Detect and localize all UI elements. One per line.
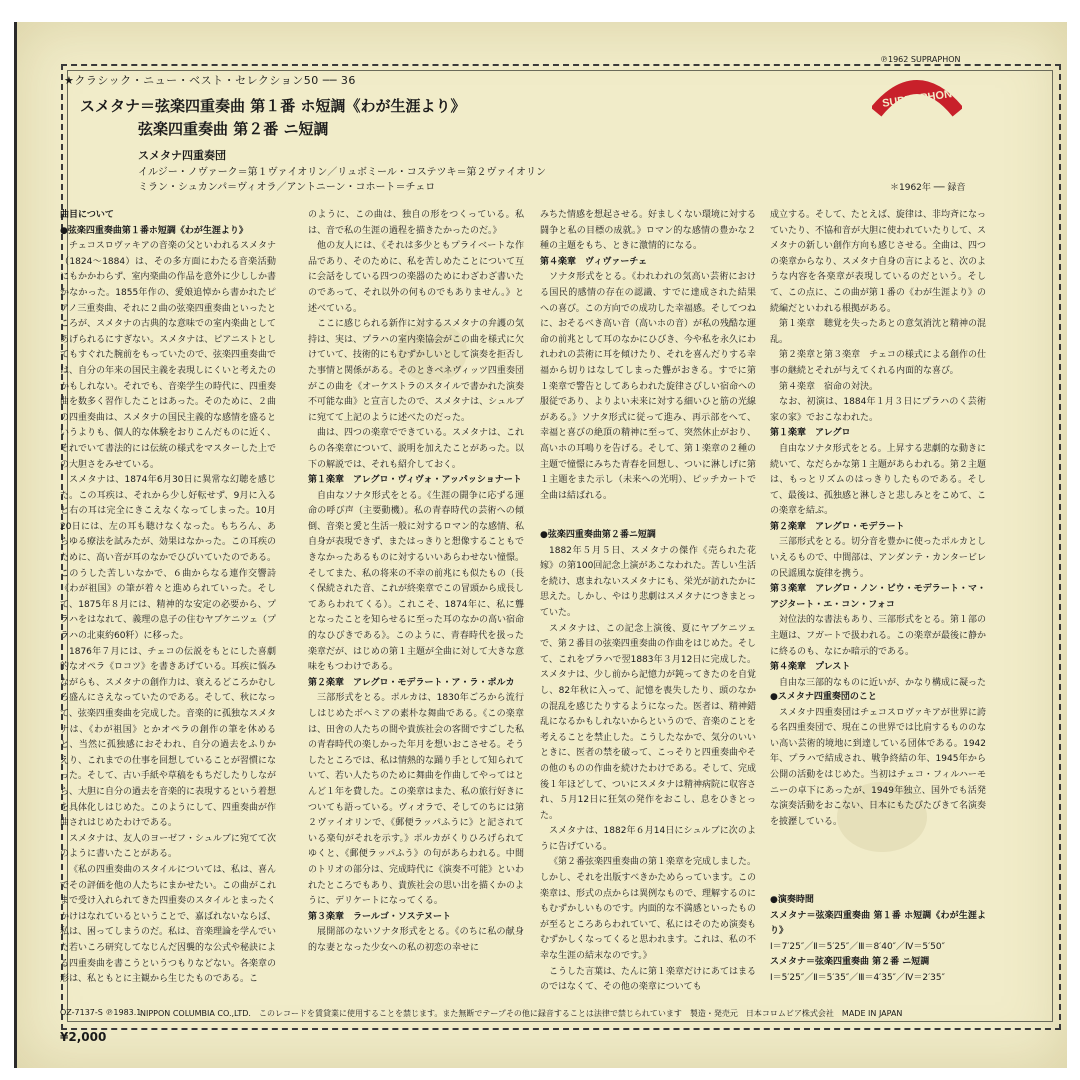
timing-values: Ⅰ＝5′25″／Ⅱ＝5′35″／Ⅲ＝4′35″／Ⅳ＝2′35″ [770, 972, 945, 983]
paragraph: 1882年５月５日、スメタナの傑作《売られた花嫁》の第100回記念上演があこなわれた。苦しい生活を続け、恵まれないスメタナにも、栄光が訪れたかに思えた。しかし、やはり悲劇はスメタナにつきまとっていた。 [540, 545, 756, 618]
paragraph: 《第２番弦楽四重奏曲の第１楽章を完成しました。しかし、それを出版すべきかためらっています。この楽章は、形式の点からは異例なもので、理解するのにもむずかしいものです。内面的な不満感といったものが至るところあらわれていて、私にはそのため演奏もむずかしくなってくると思われます。これは、私の不幸な生涯の結末なのです。》 [540, 857, 756, 962]
movement-heading: 第１楽章 アレグロ・ヴィヴォ・アッパッショナート [308, 475, 522, 486]
paragraph: スメタナは、1882年６月14日にシュルブに次のように告げている。 [540, 826, 756, 852]
paragraph: 三部形式をとる。切分音を豊かに使ったポルカとしいえるもので、中間部は、アンダンテ・カンタービレの民謡風な旋律を携う。 [770, 537, 986, 579]
paragraph: 《私の四重奏曲のスタイルについては、私は、喜んでその評価を他の人たちにまかせたい。この曲がこれまで受け入れられてきた四重奏のスタイルとまったくかけはなれているということで、嘉ばれないならば、私は、困ってしまうのだ。私は、音楽理論を学んでいた若いころ研究してなじんだ因襲的な公式や秘訣による四重奏曲を書こうというつもりなどない。各楽章の形は、私ともとに主観から生じたものである。こ [60, 864, 276, 985]
ensemble-name: スメタナ四重奏団 [138, 149, 226, 162]
album-title-line1: スメタナ＝弦楽四重奏曲 第１番 ホ短調《わが生涯より》 [80, 97, 466, 115]
movement-heading: 第１楽章 アレグロ [770, 428, 851, 439]
paragraph: みちた情感を想起させる。好ましくない環境に対する闘争と私の目標の成就。》ロマン的な感情の豊かな２種の主題をもち、ときに激情的になる。 [540, 210, 756, 252]
work-heading: ●弦楽四重奏曲第２番ニ短調 [540, 530, 656, 540]
timing-work-title: スメタナ＝弦楽四重奏曲 第２番 ニ短調 [770, 957, 930, 968]
timing-values: Ⅰ＝7′25″／Ⅱ＝5′25″／Ⅲ＝8′40″／Ⅳ＝5′50″ [770, 941, 945, 952]
paragraph: こうした言葉は、たんに第１楽章だけにあてはまるのではなくて、その他の楽章についても [540, 966, 756, 993]
paragraph: 展開部のないソナタ形式をとる。《のちに私の献身的な妻となった少女への私の初恋の幸せに [308, 927, 524, 953]
paragraph: 自由なソナタ形式をとる。上昇する悲劇的な動きに続いて、なだらかな第１主題があらわれる。第２主題は、もっとリズムのはっきりしたものである。そして、最後は、孤独感と淋しさと悲しみとをこめて、この楽章を結ぶ。 [770, 443, 986, 517]
members-line2: ミラン・シュカンパ＝ヴィオラ／アントニーン・コホート＝チェロ [138, 182, 436, 193]
paragraph: スメタナは、1874年6月30日に異常な幻聴を感じた。この耳疾は、それから少し好転せず、9月に入ると右の耳は完全にきこえなくなってしまった。10月20日には、左の耳も聴けなくなった。もちろん、あらゆる療法を試みたが、効果はなかった。この耳疾のために、高い音が耳のなかでひびいていたのである。このうした苦しいなかで、６曲からなる連作交響詩《わが祖国》の筆が着々と進められていった。そして、1875年８月には、精神的な安定の必要から、プラハをはなれて、義理の息子の住むヤブケニツェ（プラハの北東約60粁）に移った。 [60, 475, 276, 642]
paragraph: チェコスロヴァキアの音楽の父といわれるスメタナ（1824〜1884）は、その多方面にわたる音楽活動にもかかわらず、室内楽曲の作品を意外に少ししか書かなかった。1855年作の、愛娘追悼から書かれたピアノ三重奏曲、それに２曲の弦楽四重奏曲といったところが、スメタナの古典的な意味での室内楽曲としてあげられるにすぎない。スメタナは、ピアニストとしてもすぐれた腕前をもっていたので、弦楽四重奏曲では、自分の年来の国民主義を表現しにくいと考えたのかもしれない。それでも、音楽学生の時代に、四重奏曲を数多く習作したことはあった。そのために、２曲の四重奏曲は、スメタナの国民主義的な感情を盛るというよりも、個人的な体験をおりこんだものに近く、それでいて書法的には伝統の様式をマスターした上での大胆さをみせている。 [60, 241, 276, 470]
movement-heading: 第４楽章 プレスト [770, 662, 851, 673]
supraphon-logo-mark [872, 68, 962, 120]
members-list [138, 165, 546, 195]
paragraph: スメタナ四重奏団はチェコスロヴァキアが世界に誇る名四重奏団で、現在この世界では比肩するもののない高い芸術的境地に到達している団体である。1942年、プラハで結成され、戦争終結の年、1945年から公開の活動をはじめた。当初はチェコ・フィルハーモニーの卓下にあったが、1949年独立、国外でも活発な演奏活動をおこない、日本にもたびたびきて名演奏を披瀝している。 [770, 707, 986, 827]
section-heading: ●演奏時間 [770, 895, 814, 905]
paragraph: ソナタ形式をとる。《われわれの気高い芸術における国民的感情の存在の認識、すでに達成された結果への喜び。この方向での成功した幸福感。そしてつねに、おそるべき高い音（高いホの音）が私の残酷な運命の前兆として耳のなかにひびき、今や私を永久にわれわれの芸術に耳を傾けたり、それを喜んだりする幸福から切りはなしてしまった聾がおきる。すでに第１楽章で警告としてあらわれた旋律さびしい宿命への服従であり、よりよい未来に対する細いひと筋の光線がある。》ソナタ形式に従って進み、再示部をへて、幸福と喜びの絶頂の精神に至って、突然休止がおり、高いホの耳鳴りを告げる。そして、第１楽章の２種の主題で憧憬にみちた青春を回想し、ついに淋しげに第１主題をまた示し（未来への光明）、ピッチカートで全曲は結ばれる。 [540, 272, 756, 501]
timings-block [770, 893, 986, 993]
album-title-line2: 弦楽四重奏曲 第２番 ニ短調 [138, 120, 329, 138]
liner-notes-column-4a [770, 208, 986, 688]
work-heading: ●弦楽四重奏曲第１番ホ短調《わが生涯より》 [60, 225, 248, 236]
movement-heading: 第４楽章 ヴィヴァーチェ [540, 256, 648, 267]
paragraph: 第１楽章 聴覚を失ったあとの意気消沈と精神の混乱。 [770, 319, 986, 345]
paragraph: 対位法的な書法もあり、三部形式をとる。第１部の主題は、フガートで扱われる。この楽章が最後に静かに終るのも、なにか暗示的である。 [770, 615, 986, 657]
section-heading: ●スメタナ四重奏団のこと [770, 692, 877, 702]
liner-notes-column-3b [540, 528, 756, 1028]
movement-heading: 第２楽章 アレグロ・モデラート [770, 521, 905, 532]
paragraph: のように、この曲は、独自の形をつくっている。私は、音で私の生涯の過程を描きたかったのだ。》 [308, 210, 524, 236]
paragraph: 他の友人には、《それは多少ともプライベートな作品であり、そのために、私を苦しめたことについて互に会話をしている四つの楽器のためにわざわざ書いたのであって、それ以外の何ものでもありません。》と述べている。 [308, 241, 524, 314]
recording-year: ＊1962年 ── 録音 [890, 183, 966, 193]
section-heading: 曲目について [60, 210, 114, 220]
liner-notes-column-2 [308, 208, 524, 1028]
members-line1: イルジー・ノヴァーク＝第１ヴァイオリン／リュボミール・コステツキ＝第２ヴァイオリン [138, 167, 547, 178]
paragraph: ここに感じられる新作に対するスメタナの弁護の気持は、実は、プラハの室内楽協会がこの曲を様式に欠けていて、技術的にもむずかしいとして演奏を拒否した事情と関係がある。そのときベネヴィッツ四重奏団がこの曲を《オーケストラのスタイルで書かれた演奏不可能な曲》と宣言したので、スメタナは、シュルブに宛てて上記のように述べたのだった。 [308, 319, 524, 423]
price-label: ¥2,000 [60, 1030, 107, 1044]
paragraph: スメタナは、この記念上演後、夏にヤブケニツェで、第２番目の弦楽四重奏曲の作曲をはじめた。そして、これをプラハで翌1883年３月12日に完成した。スメタナは、少し前から記憶力が鈍ってきたのを自覚し、82年秋に入って、記憶を喪失したり、頭のなかの混乱を感じたりするようになった。医者は、精神錯乱になるかもしれないからというので、音楽のことを考えることを禁止した。こうしたなかで、気分のいいときに、医者の禁を破って、こっそりと四重奏曲やその他のものの作曲を続けたわけである。そして、完成後１年ほどして、ついにスメタナは精神病院に収容され、５月12日に狂気の発作をおこし、息をひきとった。 [540, 623, 756, 821]
paragraph: 第４楽章 宿命の対決。 [779, 381, 879, 392]
liner-notes-column-1 [60, 208, 276, 1028]
movement-heading: 第３楽章 ラールゴ・ソステヌート [308, 911, 452, 922]
copyright-notice: ℗1962 SUPRAPHON [880, 55, 961, 64]
paragraph: 三部形式をとる。ポルカは、1830年ごろから流行しはじめたボヘミアの素朴な舞曲である。《この楽章は、田舎の人たちの間や貴族社会の客間ですごした私の青春時代の楽しかった年月を想いおこさせる。そうしたところでは、私は情熱的な踊り手として知られていて、若い人たちのために舞曲を作曲してやってはとんど１年を費した。この楽章はまた、私の旅行好きについても語っている。ヴィオラで、そしてのちには第２ヴァイオリンで、《郵便ラッパふうに》と記されている楽句がそれを示す。》ポルカがくりひろげられてゆくと、《郵便ラッパふう》の句があらわれる。中間のトリオの部分は、完成時代に《演奏不可能》といわれたところでもあり、貴族社会の思い出を描くかのように、デリケートになってくる。 [308, 693, 524, 907]
logo-text: SUPRAPHON [881, 88, 953, 110]
paragraph: 曲は、四つの楽章でできている。スメタナは、これらの各楽章について、説明を加えたことがあった。以下の解説では、それも紹介しておく。 [308, 428, 524, 470]
ensemble-notes [770, 690, 986, 860]
movement-heading: 第３楽章 アレグロ・ノン・ピウ・モデラート・マ・アジタート・エ・コン・フォコ [770, 584, 986, 610]
paragraph: 自由な三部的なものに近いが、かなり構成に凝った [779, 677, 986, 688]
series-label: ★クラシック・ニュー・ベスト・セレクション50 ── 36 [64, 74, 356, 87]
catalog-code: OZ-7137-S ℗1983.1 [60, 1008, 142, 1017]
paragraph: 1876年７月には、チェコの伝説をもとにした喜劇的なオペラ《ロコツ》を書きあげている。耳疾に悩みながらも、スメタナの創作力は、衰えるどころかむしろ盛んにさえなっていたのである。そして、秋になって、弦楽四重奏曲を完成した。音楽的に孤独なスメタナは、《わが祖国》とかオペラの創作の筆を休めると、当然に孤独感におそわれ、自分の過去をふりかえり、これまでの仕事を回想していることが習慣になった。そして、古い手紙や草稿をもちだしたりしながら、大胆に自分の過去を音楽的に表現するという着想を具体化しはじめた。このようにして、四重奏曲が作曲されはじめたわけである。 [60, 646, 276, 829]
paragraph: スメタナは、友人のヨーゼフ・シュルブに宛てて次のように書いたことがある。 [60, 833, 276, 860]
paragraph: 第２楽章と第３楽章 チェコの様式による創作の仕事の継続とそれが与えてくれる内面的な喜び。 [770, 350, 986, 376]
timing-work-title: スメタナ＝弦楽四重奏曲 第１番 ホ短調《わが生涯より》 [770, 910, 986, 937]
movement-heading: 第２楽章 アレグロ・モデラート・ア・ラ・ポルカ [308, 677, 515, 688]
paragraph: なお、初演は、1884年１月３日にプラハのく芸術家の家》でおこなわれた。 [770, 397, 986, 423]
paragraph: 成立する。そして、たとえば、旋律は、非均斉になっていたり、不協和音が大胆に使われていたりして、スメタナの新しい創作方向も感じさせる。全曲は、四つの楽章からなり、スメタナ自身の言によると、次のような内容を各楽章が表現しているのだという。そして、この点に、この曲が第１番の《わが生涯より》の続編だといわれる根拠がある。 [770, 210, 986, 314]
paragraph: 自由なソナタ形式をとる。《生涯の闘争に応ずる運命の呼び声（主要動機）。私の青春時代の芸術への傾倒、音楽と愛と生活一般に対するロマン的な感情、私自身が表現できず、またはっきりと想像することもできなかったあるものに対するいいあらわせない憧憬。そしてまた、私の将来の不幸の前兆にも似たもの（長く保続された音、これが終楽章でこの冒頭から成長してあらわれてくる）。これこそ、1874年に、私に聾となったことを知らせるに至った耳のなかの高い宿命的なひびきである》。このように、青春時代を扱った楽章だが、はじめの第１主題が全曲に対して大きな意味をもつわけである。 [308, 490, 524, 673]
legal-notice: NIPPON COLUMBIA CO.,LTD. このレコードを賃貸業に使用することを禁じます。また無断でテープその他に録音することは法律で禁じられています 製造・発売元 日本コロムビア株式会社 MADE IN JAPAN [140, 1009, 903, 1018]
